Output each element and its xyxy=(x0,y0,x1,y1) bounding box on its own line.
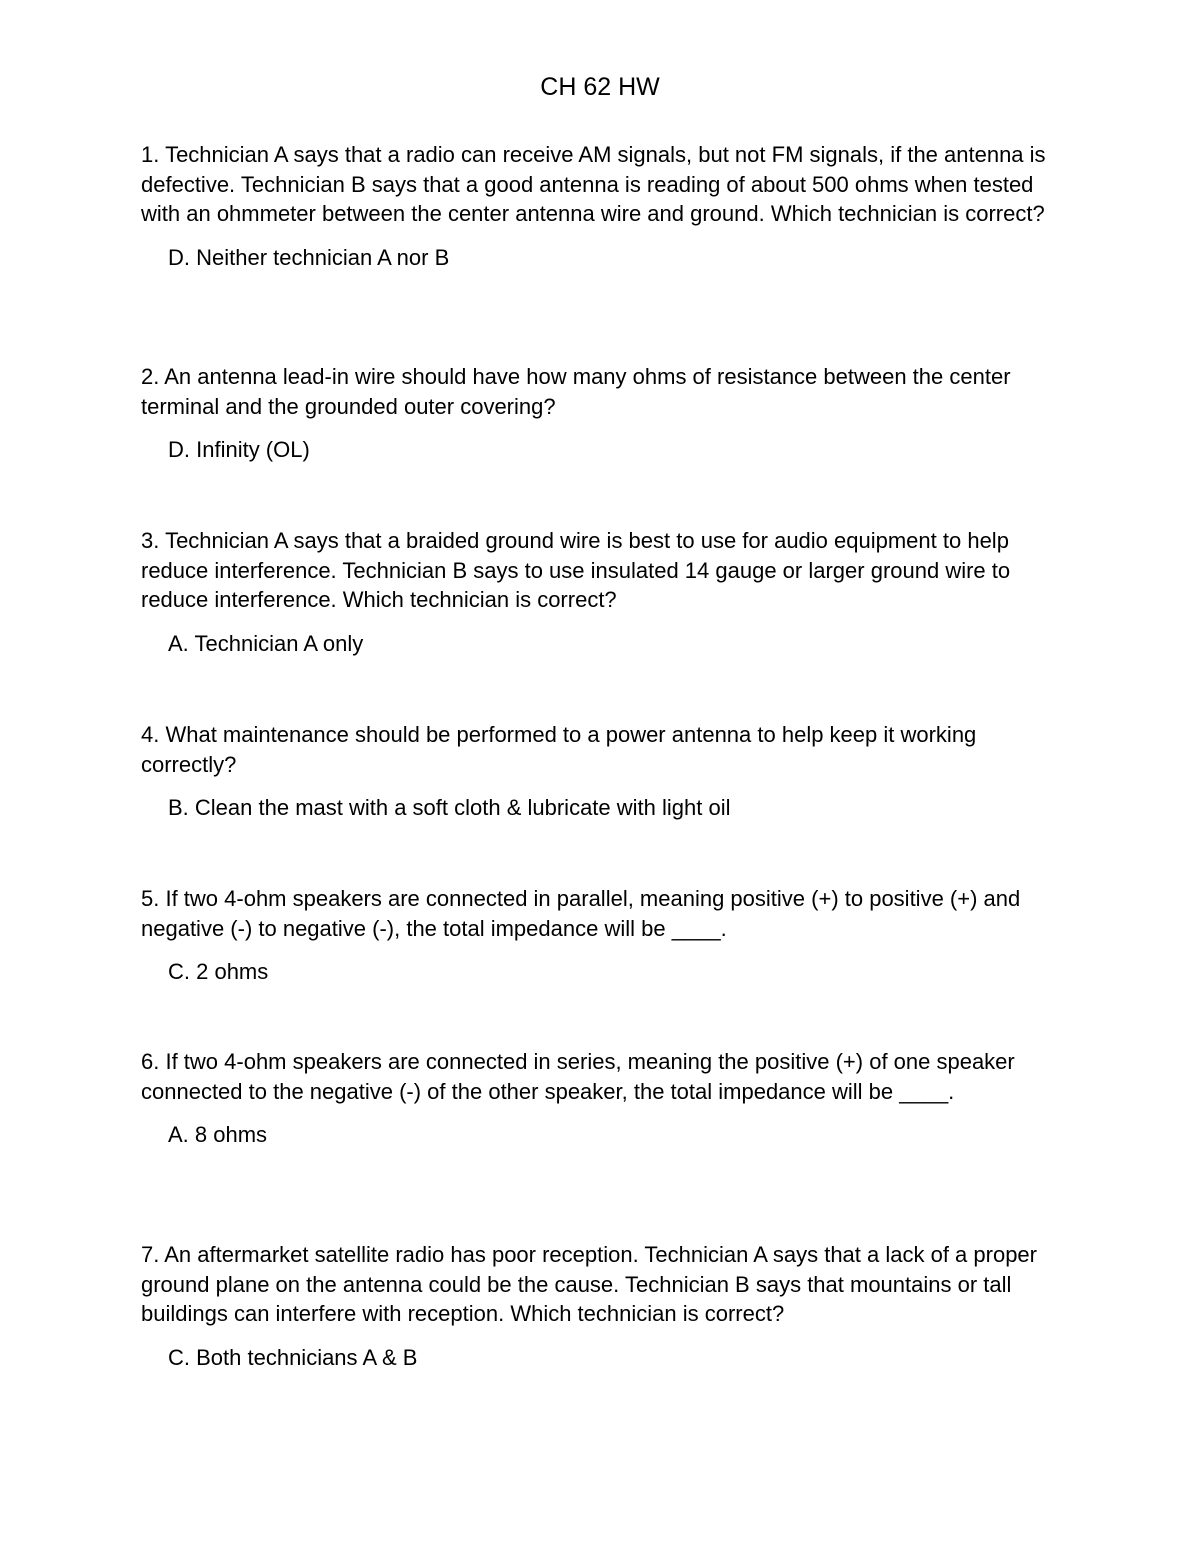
question-text: 6. If two 4-ohm speakers are connected in series, meaning the positive (+) of one speaker connected to the negative (-) of the other speaker, the total impedance will be ____. xyxy=(141,1049,1015,1104)
answer-text: B. Clean the mast with a soft cloth & lubricate with light oil xyxy=(168,795,731,820)
question-block-1 xyxy=(141,140,1061,272)
question-text: 4. What maintenance should be performed to a power antenna to help keep it working correctly? xyxy=(141,722,977,777)
answer-text: C. Both technicians A & B xyxy=(168,1344,418,1370)
question-block-5 xyxy=(141,884,1061,987)
question-text: 5. If two 4-ohm speakers are connected in parallel, meaning positive (+) to positive (+) and negative (-) to negative (-), the total impedance will be ____. xyxy=(141,886,1021,941)
answer-text: C. 2 ohms xyxy=(168,959,269,984)
answer-text: D. Infinity (OL) xyxy=(168,437,310,462)
question-text: 1. Technician A says that a radio can receive AM signals, but not FM signals, if the antenna is defective. Technician B says that a good antenna is reading of about 500 ohms when tested with an ohmmeter between the center antenna wire and ground. Which technician is correct? xyxy=(141,142,1046,226)
question-block-7 xyxy=(141,1240,1061,1372)
question-block-3 xyxy=(141,526,1061,658)
question-text: 2. An antenna lead-in wire should have how many ohms of resistance between the center terminal and the grounded outer covering? xyxy=(141,364,1011,419)
answer-text: A. Technician A only xyxy=(168,630,364,656)
question-text: 7. An aftermarket satellite radio has poor reception. Technician A says that a lack of a proper ground plane on the antenna could be the cause. Technician B says that mountains or tall buildings can interfere with reception. Which technician is correct? xyxy=(141,1242,1037,1326)
question-block-2 xyxy=(141,362,1061,465)
question-block-6 xyxy=(141,1047,1061,1150)
question-block-4 xyxy=(141,720,1061,823)
question-text: 3. Technician A says that a braided ground wire is best to use for audio equipment to help reduce interference. Technician B says to use insulated 14 gauge or larger ground wire to reduce interference. Which technician is correct? xyxy=(141,528,1011,612)
answer-text: D. Neither technician A nor B xyxy=(168,244,450,270)
document-title: CH 62 HW xyxy=(540,73,660,101)
answer-text: A. 8 ohms xyxy=(168,1122,268,1147)
